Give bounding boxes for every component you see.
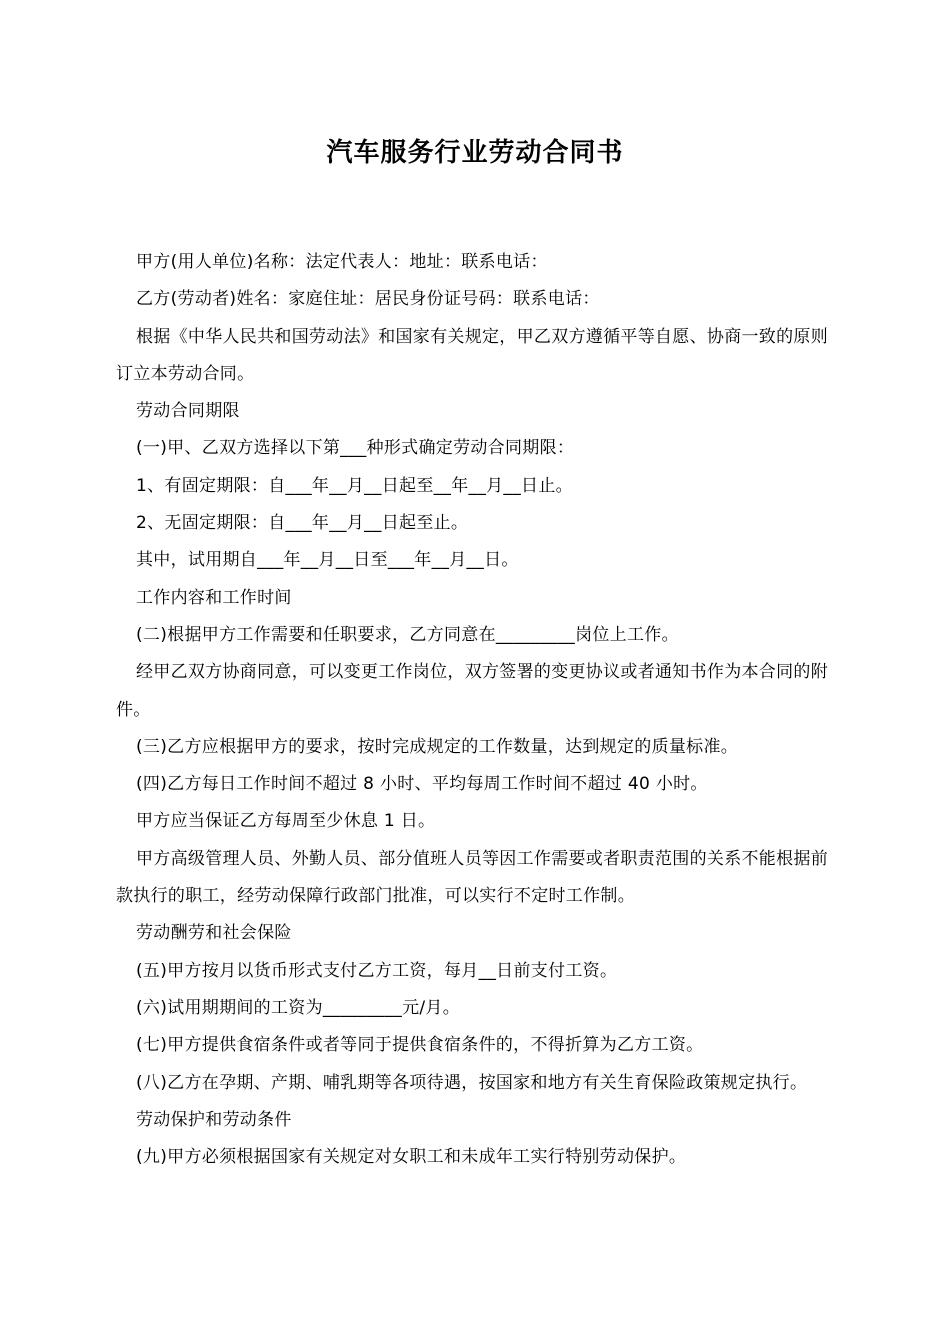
paragraph-clause-3: (三)乙方应根据甲方的要求，按时完成规定的工作数量，达到规定的质量标准。 [136, 736, 739, 757]
paragraph-fixed-term: 1、有固定期限：自___年__月__日起至__年__月__日止。 [136, 475, 573, 496]
paragraph-flexible-hours: 甲方高级管理人员、外勤人员、部分值班人员等因工作需要或者职责范围的关系不能根据前款执行的职工，经劳动保障行政部门批准，可以实行不定时工作制。 [116, 848, 828, 907]
paragraph-rest-day: 甲方应当保证乙方每周至少休息 1 日。 [136, 811, 436, 832]
document-body [116, 244, 836, 1176]
paragraph-clause-7: (七)甲方提供食宿条件或者等同于提供食宿条件的，不得折算为乙方工资。 [136, 1035, 704, 1056]
paragraph-clause-9: (九)甲方必须根据国家有关规定对女职工和未成年工实行特别劳动保护。 [136, 1147, 687, 1168]
section-heading-work: 工作内容和工作时间 [136, 587, 292, 608]
paragraph-party-b: 乙方(劳动者)姓名：家庭住址：居民身份证号码：联系电话： [136, 289, 600, 310]
paragraph-clause-1: (一)甲、乙双方选择以下第___种形式确定劳动合同期限： [136, 438, 575, 459]
document-title: 汽车服务行业劳动合同书 [326, 138, 624, 168]
paragraph-probation: 其中，试用期自___年__月__日至___年__月__日。 [136, 550, 519, 571]
paragraph-party-a: 甲方(用人单位)名称：法定代表人：地址：联系电话： [136, 252, 548, 272]
section-heading-pay: 劳动酬劳和社会保险 [136, 923, 292, 944]
paragraph-open-term: 2、无固定期限：自___年__月__日起至止。 [136, 513, 469, 534]
section-heading-protection: 劳动保护和劳动条件 [136, 1109, 292, 1130]
paragraph-clause-5: (五)甲方按月以货币形式支付乙方工资，每月__日前支付工资。 [136, 960, 618, 981]
section-heading-term: 劳动合同期限 [136, 401, 240, 422]
paragraph-clause-2: (二)根据甲方工作需要和任职要求，乙方同意在_________岗位上工作。 [136, 624, 679, 645]
paragraph-preamble: 根据《中华人民共和国劳动法》和国家有关规定，甲乙双方遵循平等自愿、协商一致的原则订立本劳动合同。 [116, 326, 828, 384]
paragraph-clause-6: (六)试用期期间的工资为_________元/月。 [136, 997, 460, 1018]
paragraph-clause-8: (八)乙方在孕期、产期、哺乳期等各项待遇，按国家和地方有关生育保险政策规定执行。 [136, 1072, 808, 1093]
paragraph-clause-4: (四)乙方每日工作时间不超过 8 小时、平均每周工作时间不超过 40 小时。 [136, 774, 708, 795]
paragraph-position-change: 经甲乙双方协商同意，可以变更工作岗位，双方签署的变更协议或者通知书作为本合同的附件。 [116, 662, 828, 720]
